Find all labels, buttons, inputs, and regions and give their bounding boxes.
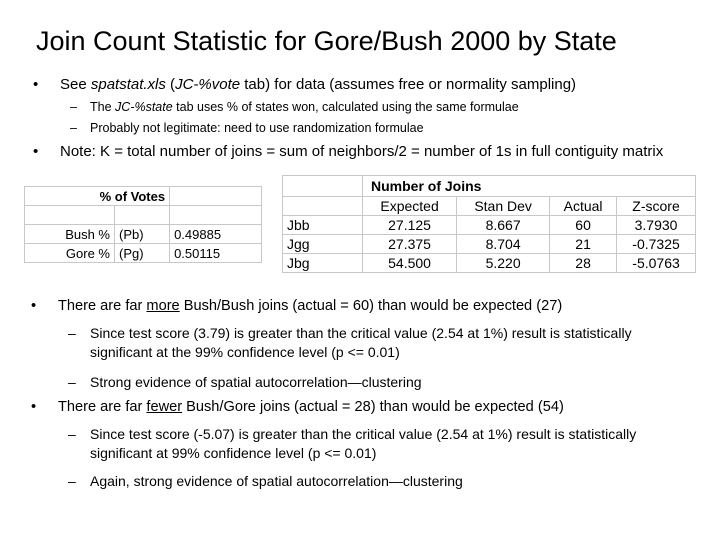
slide-title: Join Count Statistic for Gore/Bush 2000 by State — [36, 26, 617, 56]
sub-dash: – — [68, 374, 76, 390]
bullet-fewer — [31, 398, 564, 417]
sub-text: Since test score (3.79) is greater than the critical value (2.54 at 1%) result is statistically significant at the 99% confidence level (p <= 0.01) — [90, 325, 632, 360]
row-value: 0.50115 — [170, 244, 262, 263]
cell-actual: 60 — [550, 216, 617, 235]
empty-cell — [170, 187, 262, 206]
table-row — [25, 187, 262, 206]
joins-table — [282, 175, 696, 273]
bullet-text-mid: ( — [165, 76, 176, 93]
bullet-more — [31, 297, 563, 316]
joins-title: Number of Joins — [363, 176, 696, 197]
sub-text-pre: The — [90, 100, 116, 114]
cell-stdev: 8.704 — [457, 235, 550, 254]
empty-cell — [170, 206, 262, 225]
table-row — [283, 197, 696, 216]
sub-dash: – — [70, 100, 77, 114]
table-row — [283, 235, 696, 254]
empty-cell — [283, 176, 363, 197]
row-label: Jbg — [283, 254, 363, 273]
sub-dash: – — [70, 121, 77, 135]
sub-more-significance — [68, 324, 670, 362]
sub-fewer-evidence — [68, 472, 463, 491]
sub-jc-state — [70, 99, 519, 115]
table-row — [25, 206, 262, 225]
tab-name: JC-%state — [115, 100, 173, 114]
bullet-dot: • — [33, 143, 39, 160]
cell-zscore: 3.7930 — [617, 216, 696, 235]
cell-expected: 54.500 — [363, 254, 457, 273]
cell-expected: 27.125 — [363, 216, 457, 235]
empty-cell — [283, 197, 363, 216]
sub-text-post: tab uses % of states won, calculated using the same formulae — [172, 100, 519, 114]
empty-cell — [25, 206, 115, 225]
bullet-text-post: Bush/Bush joins (actual = 60) than would be expected (27) — [179, 298, 563, 314]
table-row — [283, 216, 696, 235]
cell-stdev: 5.220 — [457, 254, 550, 273]
bullet-dot: • — [31, 298, 37, 314]
bullet-text: Note: K = total number of joins = sum of neighbors/2 = number of 1s in full contiguity matrix — [60, 143, 664, 160]
row-label: Jbb — [283, 216, 363, 235]
table-row — [25, 225, 262, 244]
sub-text: Probably not legitimate: need to use randomization formulae — [90, 121, 424, 135]
cell-stdev: 8.667 — [457, 216, 550, 235]
sub-text: Strong evidence of spatial autocorrelation—clustering — [90, 374, 422, 390]
cell-actual: 21 — [550, 235, 617, 254]
bullet-text-post: Bush/Gore joins (actual = 28) than would be expected (54) — [182, 399, 564, 415]
bullet-text-pre: See — [60, 76, 91, 93]
table-row — [283, 254, 696, 273]
cell-actual: 28 — [550, 254, 617, 273]
tab-name: JC-%vote — [175, 76, 241, 93]
votes-header: % of Votes — [25, 187, 170, 206]
sub-text: Since test score (-5.07) is greater than the critical value (2.54 at 1%) result is statistically significant at 99% confidence level (p <= 0.01) — [90, 426, 637, 461]
bullet-dot: • — [31, 399, 37, 415]
votes-table — [24, 186, 262, 263]
sub-more-evidence — [68, 373, 422, 392]
row-code: (Pg) — [115, 244, 170, 263]
row-code: (Pb) — [115, 225, 170, 244]
cell-expected: 27.375 — [363, 235, 457, 254]
bullet-note — [33, 143, 700, 161]
cell-zscore: -0.7325 — [617, 235, 696, 254]
emphasis-fewer: fewer — [146, 399, 183, 415]
column-header: Expected — [363, 197, 457, 216]
sub-fewer-significance — [68, 425, 670, 463]
bullet-text-pre: There are far — [58, 298, 147, 314]
bullet-spatstat — [33, 76, 577, 94]
sub-dash: – — [68, 426, 76, 442]
bullet-dot: • — [33, 76, 39, 93]
column-header: Z-score — [617, 197, 696, 216]
cell-zscore: -5.0763 — [617, 254, 696, 273]
table-row — [25, 244, 262, 263]
table-row — [283, 176, 696, 197]
bullet-text-post: tab) for data (assumes free or normality sampling) — [240, 76, 577, 93]
sub-dash: – — [68, 325, 76, 341]
sub-randomization — [70, 120, 424, 136]
empty-cell — [115, 206, 170, 225]
row-label: Jgg — [283, 235, 363, 254]
bullet-text-pre: There are far — [58, 399, 147, 415]
sub-dash: – — [68, 473, 76, 489]
file-name: spatstat.xls — [90, 76, 166, 93]
emphasis-more: more — [146, 298, 180, 314]
row-label: Bush % — [25, 225, 115, 244]
column-header: Actual — [550, 197, 617, 216]
column-header: Stan Dev — [457, 197, 550, 216]
sub-text: Again, strong evidence of spatial autocorrelation—clustering — [90, 473, 463, 489]
row-label: Gore % — [25, 244, 115, 263]
row-value: 0.49885 — [170, 225, 262, 244]
